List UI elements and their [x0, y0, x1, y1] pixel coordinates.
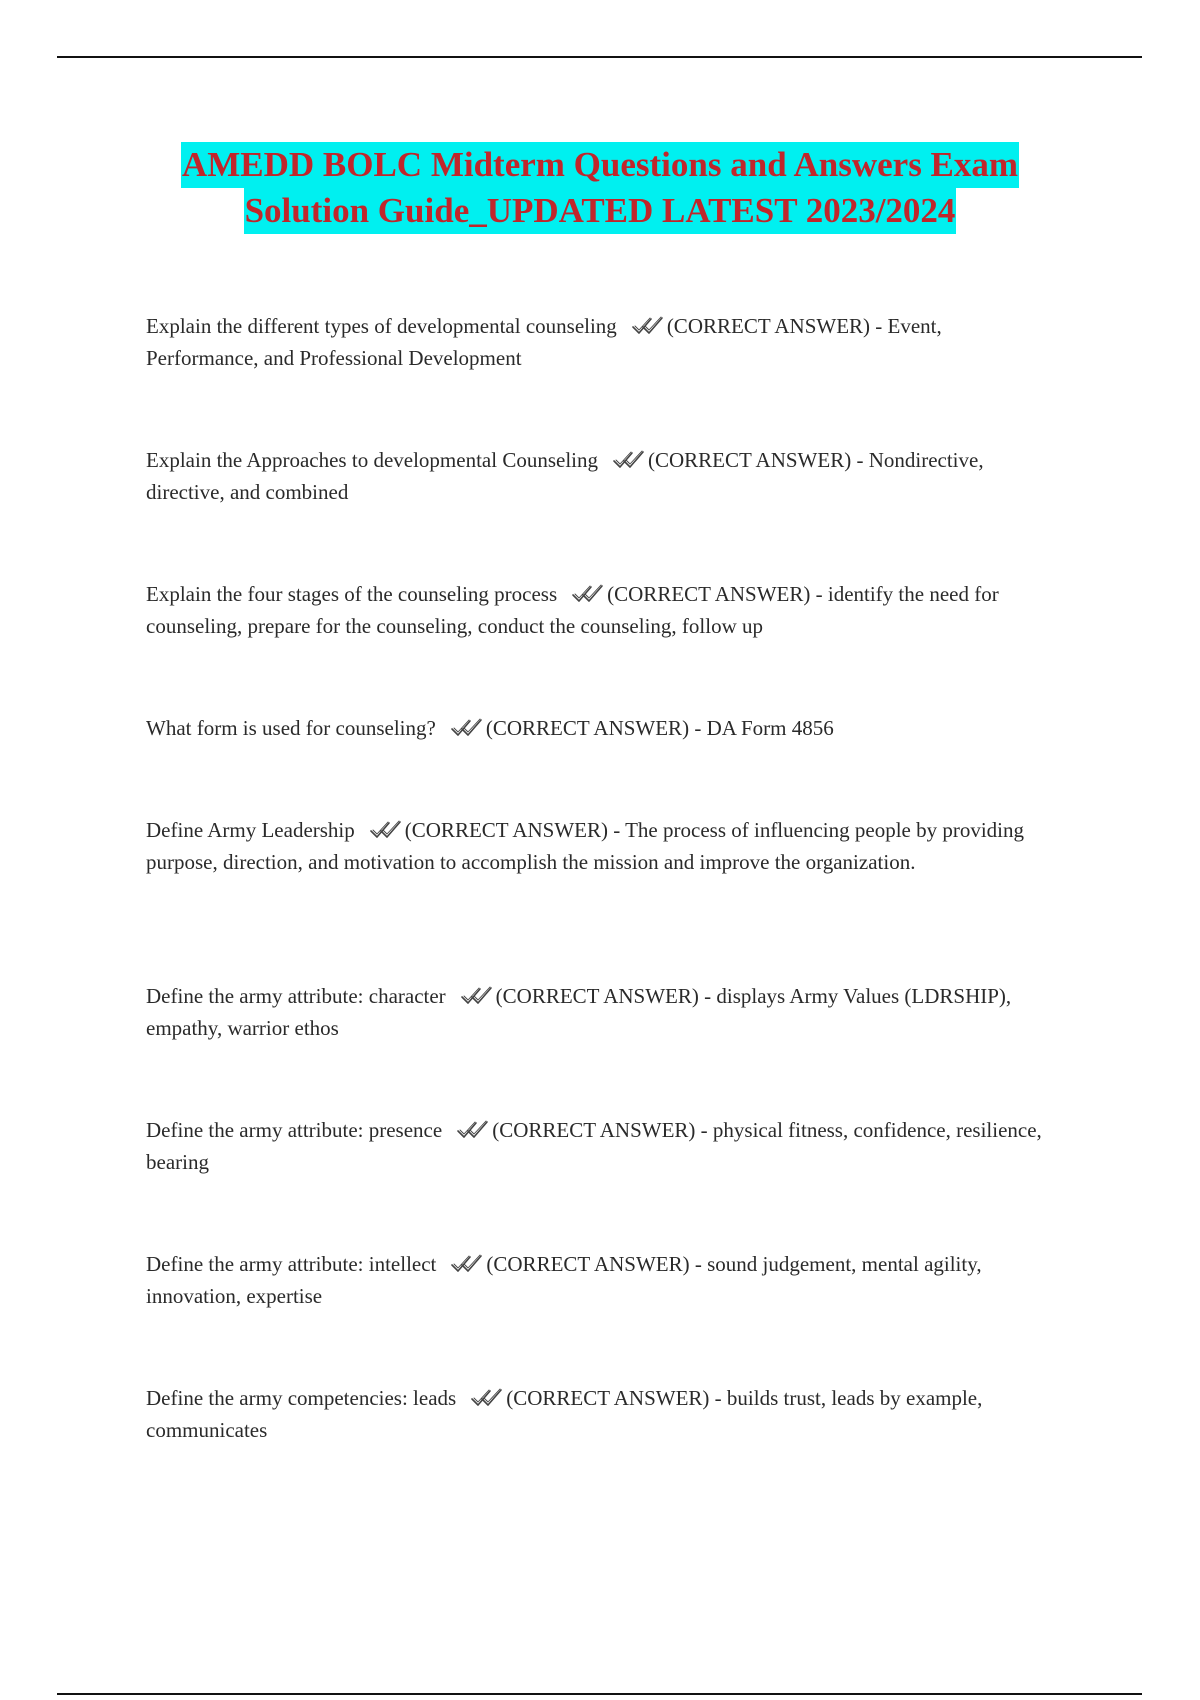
qa-item: [146, 1382, 1051, 1446]
question-text: Define the army attribute: character: [146, 984, 446, 1008]
qa-item: [146, 712, 1051, 744]
double-check-icon: [631, 316, 665, 336]
answer-text: The process of influencing people by providing purpose, direction, and motivation to accomplish the mission and improve the organization.: [146, 818, 1025, 874]
answer-text: sound judgement, mental agility, innovation, expertise: [146, 1252, 982, 1308]
answer-marker: (CORRECT ANSWER): [506, 1386, 710, 1410]
qa-item: [146, 1248, 1051, 1312]
question-text: Explain the different types of developmental counseling: [146, 314, 617, 338]
answer-marker: (CORRECT ANSWER): [404, 818, 608, 842]
qa-item: [146, 310, 1051, 374]
title-line-2: Solution Guide_UPDATED LATEST 2023/2024: [244, 188, 957, 234]
double-check-icon: [460, 986, 494, 1006]
separator: -: [695, 1118, 713, 1142]
answer-text: physical fitness, confidence, resilience, bearing: [146, 1118, 1042, 1174]
answer-marker: (CORRECT ANSWER): [647, 448, 852, 472]
qa-item: [146, 1114, 1051, 1178]
double-check-icon: [612, 450, 646, 470]
question-text: Define the army attribute: presence: [146, 1118, 443, 1142]
answer-text: DA Form 4856: [706, 716, 834, 740]
answer-text: Event, Performance, and Professional Development: [146, 314, 942, 370]
separator: -: [689, 716, 707, 740]
separator: -: [870, 314, 888, 338]
separator: -: [689, 1252, 708, 1276]
double-check-icon: [456, 1120, 490, 1140]
question-text: What form is used for counseling?: [146, 716, 436, 740]
qa-item: [146, 578, 1051, 642]
question-text: Explain the four stages of the counseling process: [146, 582, 558, 606]
double-check-icon: [571, 584, 605, 604]
answer-marker: (CORRECT ANSWER): [486, 1252, 690, 1276]
question-text: Explain the Approaches to developmental Counseling: [146, 448, 598, 472]
bottom-rule: [57, 1693, 1142, 1695]
separator: -: [709, 1386, 727, 1410]
answer-marker: (CORRECT ANSWER): [495, 984, 699, 1008]
qa-item: [146, 814, 1051, 878]
separator: -: [607, 818, 626, 842]
answer-marker: (CORRECT ANSWER): [485, 716, 690, 740]
answer-text: displays Army Values (LDRSHIP), empathy, warrior ethos: [146, 984, 1012, 1040]
answer-marker: (CORRECT ANSWER): [607, 582, 811, 606]
question-text: Define the army attribute: intellect: [146, 1252, 437, 1276]
double-check-icon: [470, 1388, 504, 1408]
top-rule: [57, 56, 1142, 58]
double-check-icon: [369, 820, 403, 840]
double-check-icon: [450, 1254, 484, 1274]
separator: -: [698, 984, 717, 1008]
document-title: [0, 142, 1200, 234]
question-text: Define the army competencies: leads: [146, 1386, 457, 1410]
answer-text: builds trust, leads by example, communicates: [146, 1386, 983, 1442]
answer-text: Nondirective, directive, and combined: [146, 448, 984, 504]
title-line-1: AMEDD BOLC Midterm Questions and Answers Exam: [181, 142, 1019, 188]
separator: -: [810, 582, 828, 606]
qa-item: [146, 980, 1051, 1044]
separator: -: [851, 448, 869, 472]
question-text: Define Army Leadership: [146, 818, 355, 842]
answer-marker: (CORRECT ANSWER): [492, 1118, 696, 1142]
answer-marker: (CORRECT ANSWER): [666, 314, 871, 338]
qa-item: [146, 444, 1051, 508]
answer-text: identify the need for counseling, prepare for the counseling, conduct the counseling, follow up: [146, 582, 999, 638]
double-check-icon: [450, 718, 484, 738]
